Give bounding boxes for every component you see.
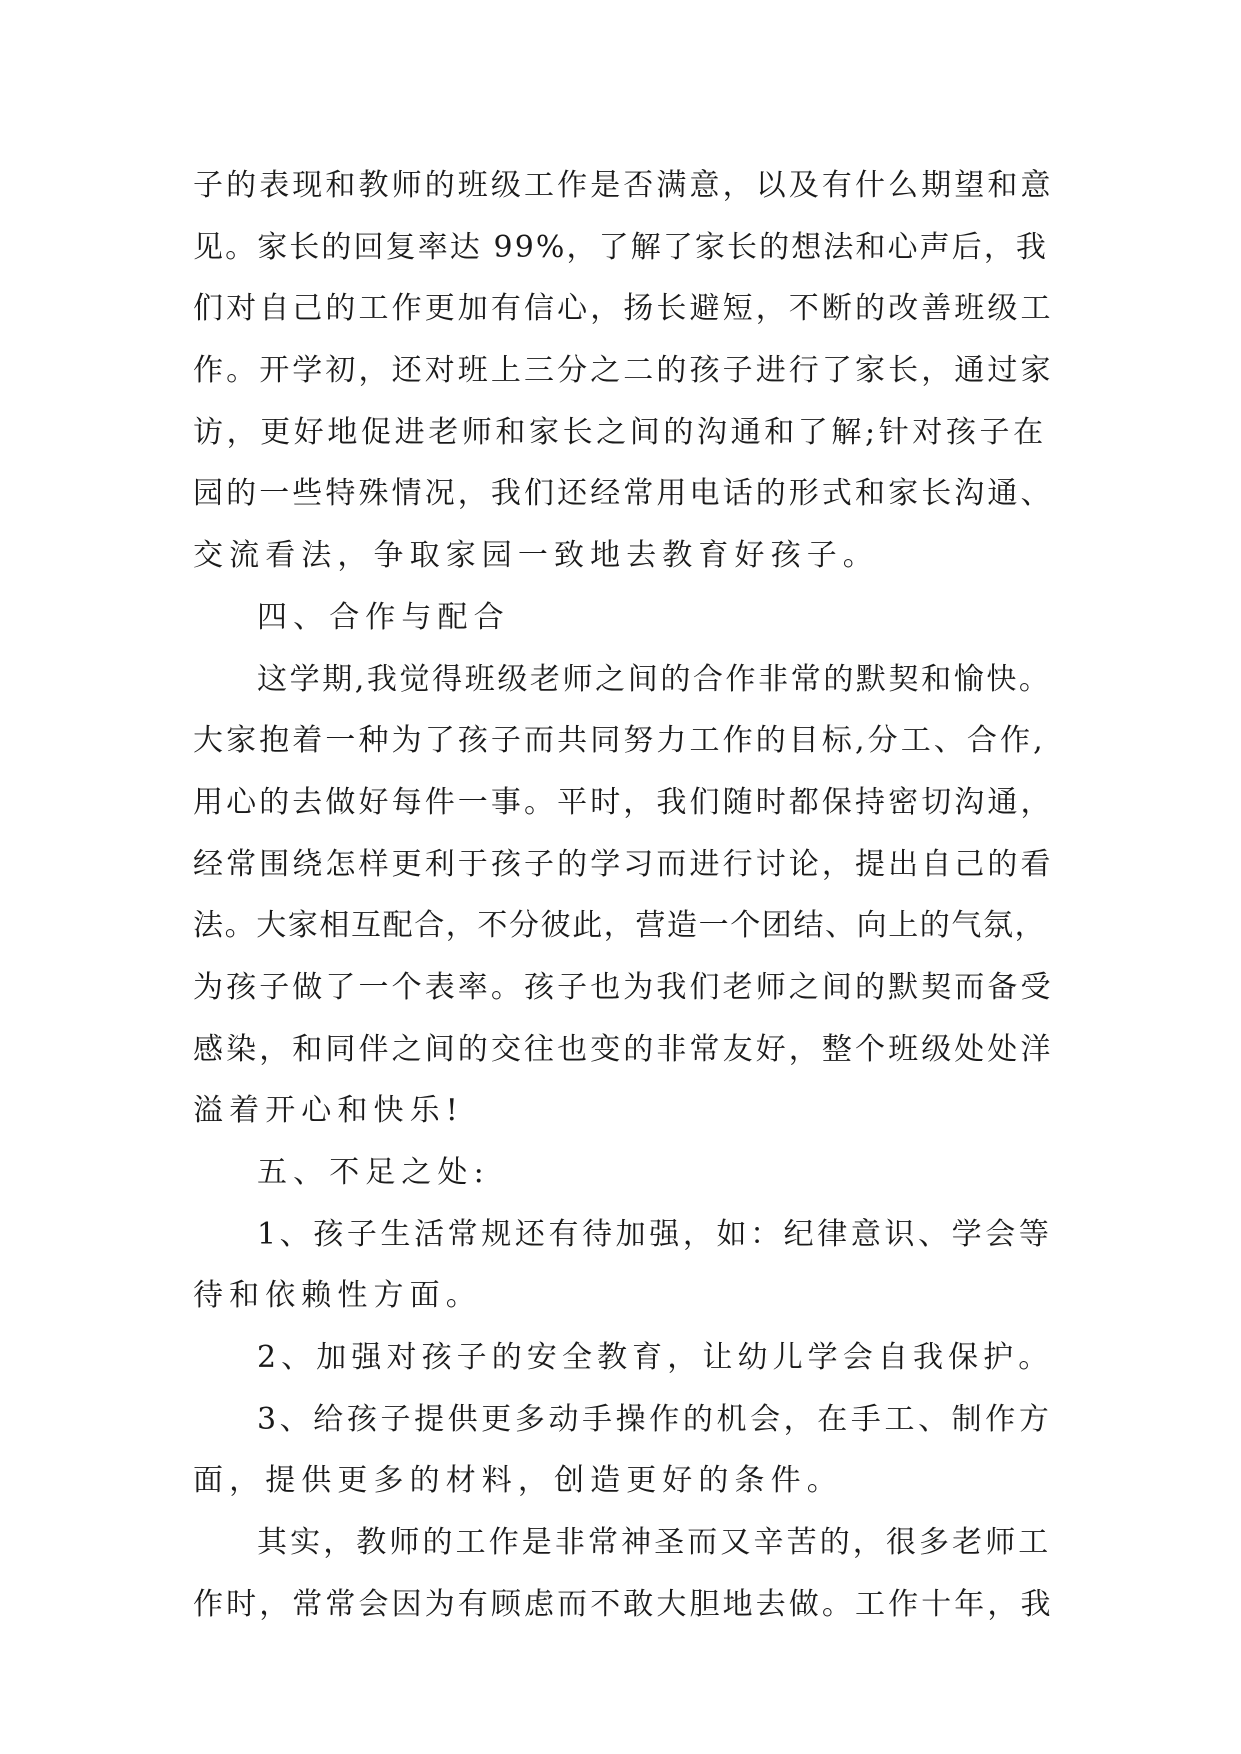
- text-line: 为孩子做了一个表率。孩子也为我们老师之间的默契而备受: [193, 969, 1054, 1005]
- text-line: 待和依赖性方面。: [193, 1278, 482, 1314]
- text-line: 面，提供更多的材料，创造更好的条件。: [193, 1463, 843, 1499]
- text-line: 其实，教师的工作是非常神圣而又辛苦的，很多老师工: [257, 1525, 1052, 1561]
- text-line: 访，更好地促进老师和家长之间的沟通和了解;针对孩子在: [193, 414, 1047, 450]
- text-line: 见。家长的回复率达 99%，了解了家长的想法和心声后，我: [193, 229, 1049, 265]
- text-line: 园的一些特殊情况，我们还经常用电话的形式和家长沟通、: [193, 476, 1054, 512]
- text-line: 这学期,我觉得班级老师之间的合作非常的默契和愉快。: [257, 661, 1052, 697]
- text-line: 子的表现和教师的班级工作是否满意，以及有什么期望和意: [193, 168, 1054, 203]
- text-line: 作。开学初，还对班上三分之二的孩子进行了家长，通过家: [193, 353, 1054, 389]
- text-line: 用心的去做好每件一事。平时，我们随时都保持密切沟通，: [193, 784, 1054, 820]
- text-line: 1、孩子生活常规还有待加强，如：纪律意识、学会等: [257, 1216, 1053, 1252]
- text-line: 大家抱着一种为了孩子而共同努力工作的目标,分工、合作,: [193, 723, 1046, 759]
- text-line: 五、不足之处:: [257, 1155, 490, 1190]
- text-line: 作时，常常会因为有顾虑而不敢大胆地去做。工作十年，我: [193, 1586, 1054, 1622]
- text-line: 交流看法，争取家园一致地去教育好孩子。: [193, 538, 879, 574]
- text-line: 溢着开心和快乐!: [193, 1093, 464, 1129]
- text-line: 感染，和同伴之间的交往也变的非常友好，整个班级处处洋: [193, 1031, 1054, 1067]
- text-line: 法。大家相互配合，不分彼此，营造一个团结、向上的气氛，: [193, 908, 1047, 944]
- text-line: 们对自己的工作更加有信心，扬长避短，不断的改善班级工: [193, 291, 1054, 327]
- text-line: 四、合作与配合: [257, 599, 510, 635]
- text-line: 2、加强对孩子的安全教育，让幼儿学会自我保护。: [257, 1340, 1054, 1376]
- document-body: [193, 155, 1055, 1636]
- text-line: 经常围绕怎样更利于孩子的学习而进行讨论，提出自己的看: [193, 846, 1054, 882]
- text-line: 3、给孩子提供更多动手操作的机会，在手工、制作方: [257, 1401, 1053, 1437]
